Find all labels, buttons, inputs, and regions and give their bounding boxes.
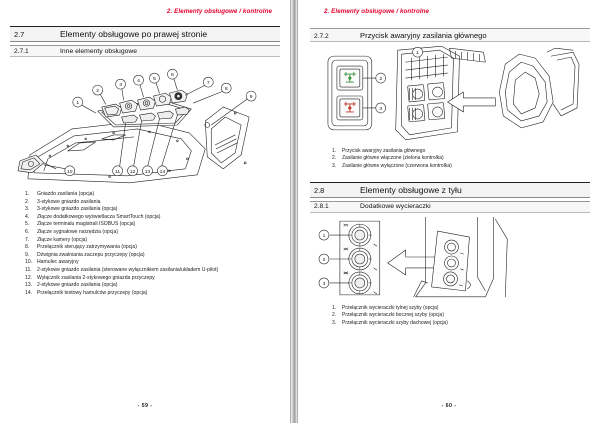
callout-12 [128, 166, 138, 176]
right-page-number: - 60 - [441, 403, 457, 409]
svg-text:6: 6 [171, 72, 174, 79]
right-running-header: 2. Elementy obsługowe / kontrolne [324, 8, 430, 15]
callout-7 [203, 77, 213, 87]
subsection-heading-2-7-1 [10, 45, 280, 57]
callout-2 [376, 73, 386, 83]
section-number: 2.8 [314, 185, 325, 195]
subsection-title: Inne elementy obsługowe [60, 47, 138, 55]
list-item: Przełącznik sterujący zatrzymywania (opcja) [37, 244, 137, 251]
right-page-item-list-b [332, 305, 590, 327]
list-item: Wyłącznik zasilania 2-stykowego gniazda przyczepy [37, 274, 155, 281]
section-number: 2.7 [14, 30, 25, 39]
section-title: Elementy obsługowe z tyłu [360, 184, 462, 195]
list-item: Przełącznik wycieraczki bocznej szyby (opcja) [342, 312, 444, 319]
section-heading-2-7 [10, 26, 280, 42]
list-item: Przełącznik wycieraczki szyby dachowej (opcja) [342, 319, 448, 326]
subsection-number: 2.7.1 [14, 47, 29, 55]
list-item: Przycisk awaryjny zasilania głównego [342, 148, 426, 154]
left-page [0, 0, 291, 423]
list-item: Przełącznik testowy hamulców przyczepy (opcja) [37, 289, 148, 296]
list-item: Złącze terminalu magistrali ISOBUS (opcja) [37, 221, 136, 228]
subsection-number: 2.8.1 [314, 203, 329, 211]
right-page-item-list-a [332, 148, 590, 170]
callout-11 [113, 166, 123, 176]
left-page-item-list [19, 191, 280, 297]
callout-14 [157, 166, 167, 176]
subsection-number: 2.7.2 [314, 32, 329, 40]
list-item: Zasilanie główne wyłączone (czerwona kontrolka) [342, 162, 452, 169]
left-page-number: - 59 - [137, 403, 153, 409]
svg-text:3: 3 [119, 82, 122, 89]
svg-text:1: 1 [76, 100, 80, 107]
list-item: Złącze kamery (opcja) [37, 236, 88, 243]
callout-3 [116, 79, 126, 89]
svg-text:4: 4 [137, 78, 140, 85]
svg-text:3: 3 [322, 280, 326, 287]
svg-text:7: 7 [206, 80, 210, 87]
svg-text:9: 9 [249, 94, 253, 101]
svg-text:1: 1 [322, 232, 326, 239]
callout-1 [413, 47, 423, 57]
callout-3 [376, 103, 386, 113]
list-item: Hamulec awaryjny [37, 259, 79, 266]
subsection-title: Przycisk awaryjny zasilania głównego [360, 30, 487, 40]
svg-text:2: 2 [379, 76, 383, 83]
left-running-header: 2. Elementy obsługowe / kontrolne [166, 8, 272, 15]
list-item: 2-stykowe gniazdo zasilania (sterowane wyłącznikiem zasilania/układem U-pilot) [37, 266, 219, 273]
callout-8 [221, 83, 231, 93]
svg-text:8: 8 [224, 86, 228, 93]
callout-4 [134, 75, 144, 85]
list-item: Gniazdo zasilania (opcja) [37, 191, 95, 197]
list-item: Przełącznik wycieraczki tylnej szyby (opcja) [342, 304, 439, 311]
callout-1 [319, 230, 329, 240]
callout-2 [319, 254, 329, 264]
svg-text:10: 10 [67, 168, 73, 175]
callout-13 [143, 166, 153, 176]
list-item: 3-stykowe gniazdo zasilania [37, 198, 101, 205]
list-item: 3-stykowe gniazdo zasilania (opcja) [37, 206, 118, 213]
list-item: Złącze dodatkowego wyświetlacza SmartTouch (opcja) [37, 213, 161, 220]
svg-text:12: 12 [129, 168, 136, 175]
callout-3 [319, 278, 329, 288]
subsection-heading-2-7-2 [310, 28, 590, 42]
svg-text:2: 2 [322, 256, 326, 263]
list-item: Złącze sygnałowe narzędzia (opcja) [37, 228, 118, 235]
svg-text:14: 14 [159, 168, 166, 175]
callout-2 [93, 85, 103, 95]
right-page [297, 0, 600, 423]
svg-text:11: 11 [115, 168, 121, 175]
svg-text:3: 3 [379, 105, 383, 112]
callout-9 [246, 91, 256, 101]
svg-text:13: 13 [144, 168, 151, 175]
callout-6 [167, 69, 177, 79]
svg-text:5: 5 [153, 76, 156, 83]
subsection-title: Dodatkowe wycieraczki [360, 203, 431, 211]
svg-text:2: 2 [96, 88, 100, 95]
section-title: Elementy obsługowe po prawej stronie [60, 29, 208, 39]
callout-1 [73, 97, 83, 107]
right-side-controls-figure [10, 59, 280, 185]
svg-text:1: 1 [416, 50, 419, 57]
subsection-heading-2-8-1 [310, 201, 590, 213]
callout-10 [65, 166, 75, 176]
rear-wiper-switches-figure [310, 217, 590, 299]
callout-5 [149, 73, 159, 83]
list-item: Zasilanie główne włączone (zielona kontrolka) [342, 155, 444, 162]
list-item: Dźwignia zwalniania zaczepu przyczepy (opcja) [37, 251, 145, 258]
main-power-emergency-button-figure [310, 46, 590, 142]
section-heading-2-8 [310, 182, 590, 198]
list-item: 2-stykowe gniazdo zasilania (opcja) [37, 282, 118, 289]
